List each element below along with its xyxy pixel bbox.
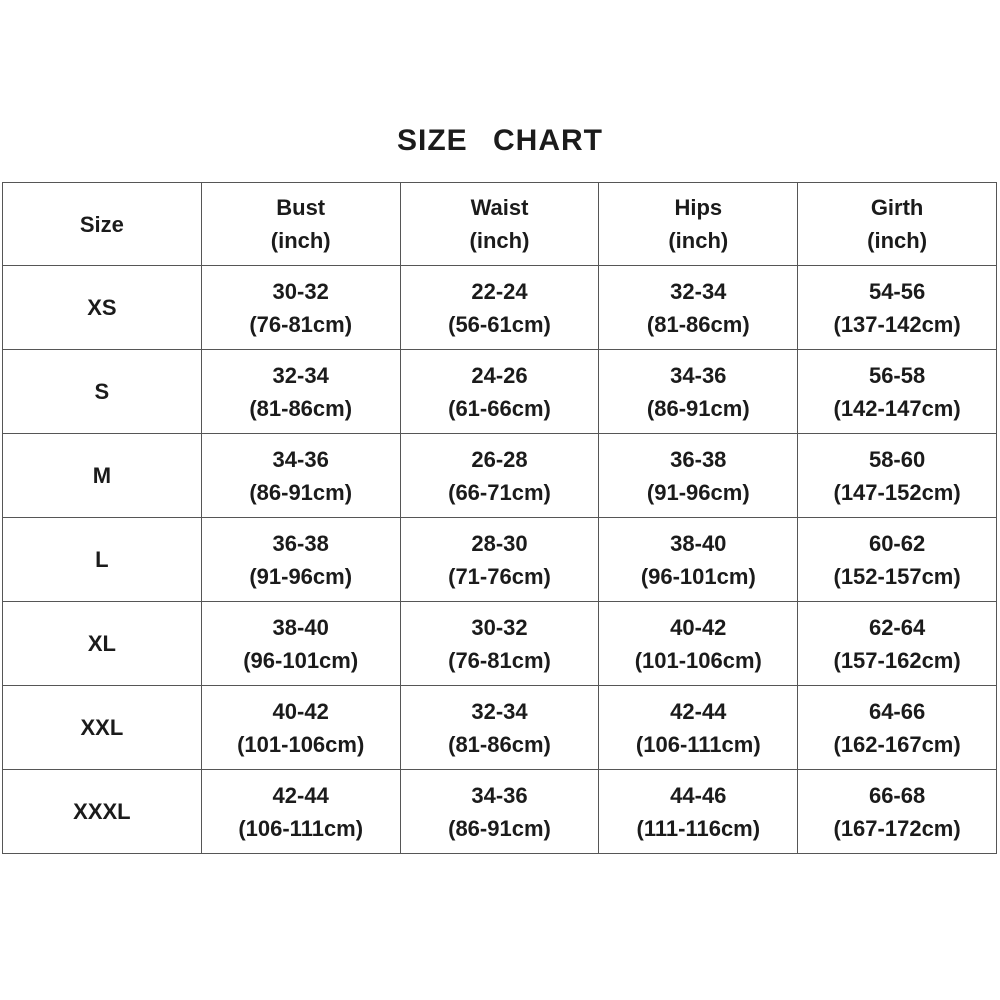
cm-range: (76-81cm) xyxy=(249,311,353,337)
cm-range: (147-152cm) xyxy=(833,479,961,505)
cm-range: (71-76cm) xyxy=(448,563,551,589)
bust-cell xyxy=(201,434,400,518)
cm-range: (66-71cm) xyxy=(448,479,551,505)
cm-range: (137-142cm) xyxy=(833,311,961,337)
inch-range: 62-64 xyxy=(868,614,926,640)
cm-range: (81-86cm) xyxy=(646,311,750,337)
girth-cell xyxy=(798,602,997,686)
hips-cell xyxy=(599,602,798,686)
waist-cell xyxy=(400,350,599,434)
table-row xyxy=(3,266,997,350)
girth-cell xyxy=(798,686,997,770)
inch-range: 60-62 xyxy=(868,530,926,556)
inch-range: 28-30 xyxy=(471,530,528,556)
bust-cell xyxy=(201,266,400,350)
hips-cell xyxy=(599,434,798,518)
hips-cell xyxy=(599,518,798,602)
table-body xyxy=(3,266,997,854)
column-unit-label: (inch) xyxy=(867,228,928,253)
cm-range: (61-66cm) xyxy=(448,395,551,421)
cm-range: (81-86cm) xyxy=(249,395,353,421)
size-cell: XL xyxy=(3,602,202,686)
table-header xyxy=(3,183,997,266)
cm-range: (142-147cm) xyxy=(833,395,961,421)
cm-range: (91-96cm) xyxy=(646,479,750,505)
cm-range: (101-106cm) xyxy=(634,647,762,673)
column-label: Waist xyxy=(470,195,529,220)
cm-range: (106-111cm) xyxy=(635,731,761,757)
column-label: Bust xyxy=(276,195,326,220)
hips-cell xyxy=(599,686,798,770)
column-label: Girth xyxy=(870,195,924,220)
waist-cell xyxy=(400,770,599,854)
inch-range: 66-68 xyxy=(868,782,926,808)
size-cell: L xyxy=(3,518,202,602)
bust-cell xyxy=(201,602,400,686)
girth-cell xyxy=(798,350,997,434)
inch-range: 40-42 xyxy=(272,698,329,724)
bust-cell xyxy=(201,686,400,770)
cm-range: (111-116cm) xyxy=(636,815,761,841)
inch-range: 32-34 xyxy=(471,698,528,724)
inch-range: 34-36 xyxy=(272,446,329,472)
inch-range: 58-60 xyxy=(868,446,926,472)
table-row xyxy=(3,434,997,518)
cm-range: (152-157cm) xyxy=(833,563,961,589)
waist-cell xyxy=(400,602,599,686)
waist-cell xyxy=(400,686,599,770)
waist-cell xyxy=(400,518,599,602)
page-title: SIZE CHART xyxy=(397,124,603,157)
cm-range: (76-81cm) xyxy=(448,647,551,673)
table-row xyxy=(3,602,997,686)
inch-range: 42-44 xyxy=(670,698,727,724)
column-label: Size xyxy=(79,211,124,237)
cm-range: (162-167cm) xyxy=(833,731,961,757)
size-cell: XXXL xyxy=(3,770,202,854)
inch-range: 26-28 xyxy=(471,446,528,472)
bust-cell xyxy=(201,518,400,602)
header-row xyxy=(3,183,997,266)
cm-range: (101-106cm) xyxy=(237,731,365,757)
inch-range: 30-32 xyxy=(471,614,528,640)
inch-range: 36-38 xyxy=(272,530,329,556)
hips-cell xyxy=(599,770,798,854)
inch-range: 38-40 xyxy=(272,614,329,640)
cm-range: (86-91cm) xyxy=(249,479,353,505)
cm-range: (56-61cm) xyxy=(448,311,551,337)
girth-cell xyxy=(798,770,997,854)
column-unit-label: (inch) xyxy=(270,228,331,253)
size-cell: XS xyxy=(3,266,202,350)
waist-cell xyxy=(400,266,599,350)
table-row xyxy=(3,686,997,770)
cm-range: (96-101cm) xyxy=(640,563,756,589)
size-cell: S xyxy=(3,350,202,434)
column-label: Hips xyxy=(674,195,723,220)
inch-range: 32-34 xyxy=(670,278,727,304)
inch-range: 36-38 xyxy=(670,446,727,472)
inch-range: 40-42 xyxy=(670,614,727,640)
inch-range: 42-44 xyxy=(272,782,329,808)
cm-range: (167-172cm) xyxy=(833,815,961,841)
cm-range: (86-91cm) xyxy=(448,815,551,841)
column-unit-label: (inch) xyxy=(469,228,530,253)
inch-range: 44-46 xyxy=(670,782,727,808)
bust-cell xyxy=(201,350,400,434)
cm-range: (96-101cm) xyxy=(243,647,359,673)
table-row xyxy=(3,518,997,602)
inch-range: 38-40 xyxy=(670,530,727,556)
inch-range: 64-66 xyxy=(868,698,926,724)
size-cell: M xyxy=(3,434,202,518)
size-cell: XXL xyxy=(3,686,202,770)
column-header-bust xyxy=(201,183,400,266)
inch-range: 30-32 xyxy=(272,278,329,304)
cm-range: (86-91cm) xyxy=(646,395,750,421)
girth-cell xyxy=(798,266,997,350)
bust-cell xyxy=(201,770,400,854)
inch-range: 34-36 xyxy=(670,362,727,388)
inch-range: 22-24 xyxy=(471,278,528,304)
cm-range: (81-86cm) xyxy=(448,731,551,757)
cm-range: (157-162cm) xyxy=(833,647,961,673)
table-row xyxy=(3,770,997,854)
table-row xyxy=(3,350,997,434)
girth-cell xyxy=(798,434,997,518)
girth-cell xyxy=(798,518,997,602)
column-header-girth xyxy=(798,183,997,266)
cm-range: (91-96cm) xyxy=(249,563,353,589)
hips-cell xyxy=(599,350,798,434)
inch-range: 32-34 xyxy=(272,362,329,388)
waist-cell xyxy=(400,434,599,518)
inch-range: 34-36 xyxy=(471,782,528,808)
inch-range: 54-56 xyxy=(868,278,926,304)
size-chart-table xyxy=(2,182,997,854)
column-unit-label: (inch) xyxy=(668,228,729,253)
hips-cell xyxy=(599,266,798,350)
column-header-hips xyxy=(599,183,798,266)
cm-range: (106-111cm) xyxy=(238,815,364,841)
column-header-size xyxy=(3,183,202,266)
column-header-waist xyxy=(400,183,599,266)
inch-range: 24-26 xyxy=(471,362,528,388)
inch-range: 56-58 xyxy=(868,362,926,388)
